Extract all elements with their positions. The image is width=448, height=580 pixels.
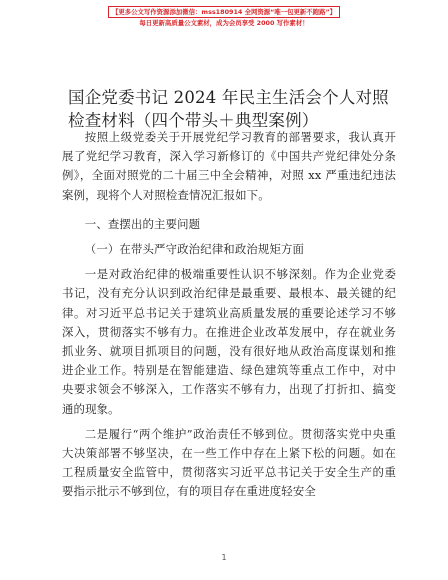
subsection-heading: （一）在带头严守政治纪律和政治规矩方面 <box>84 242 305 257</box>
banner-line-2: 每日更新高质量公文素材，成为会员享受 2000 写作素材！ <box>139 19 309 27</box>
document-body <box>62 128 396 502</box>
banner-line-1 <box>0 6 448 18</box>
page-number: 1 <box>221 553 227 562</box>
banner-box: 【更多公文写作资源添加微信：mss180914 全网资源“唯一包更新不跑路”】 <box>108 6 340 18</box>
intro-paragraph: 按照上级党委关于开展党纪学习教育的部署要求，我认真开展了党纪学习教育，深入学习新修订的《中国共产党纪律处分条例》，全面对照党的二十届三中全会精神，对照 xx 严重违纪违法案例，现将个人对照检查情况汇报如下。 <box>62 130 396 202</box>
header-banner <box>0 6 448 28</box>
body-paragraph: 二是履行“两个维护”政治责任不够到位。贯彻落实党中央重大决策部署不够坚决，在一些工作中存在上紧下松的问题。如在工程质量安全监管中，贯彻落实习近平总书记关于安全生产的重要指示批示不够到位，有的项目存在重进度轻安全 <box>62 426 396 499</box>
document-title: 国企党委书记 2024 年民主生活会个人对照检查材料（四个带头＋典型案例） <box>68 88 389 130</box>
body-paragraph: 一是对政治纪律的极端重要性认识不够深刻。作为企业党委书记，没有充分认识到政治纪律是最重要、最根本、最关键的纪律。对习近平总书记关于建筑业高质量发展的重要论述学习不够深入，贯彻落实不够有力。在推进企业改革发展中，存在就业务抓业务、就项目抓项目的问题，没有很好地从政治高度谋划和推进企业工作。特别是在智能建造、绿色建筑等重点工作中，对中央要求领会不够深入，工作落实不够有力，出现了打折扣、搞变通的现象。 <box>62 267 396 416</box>
section-heading: 一、查摆出的主要问题 <box>84 216 201 231</box>
